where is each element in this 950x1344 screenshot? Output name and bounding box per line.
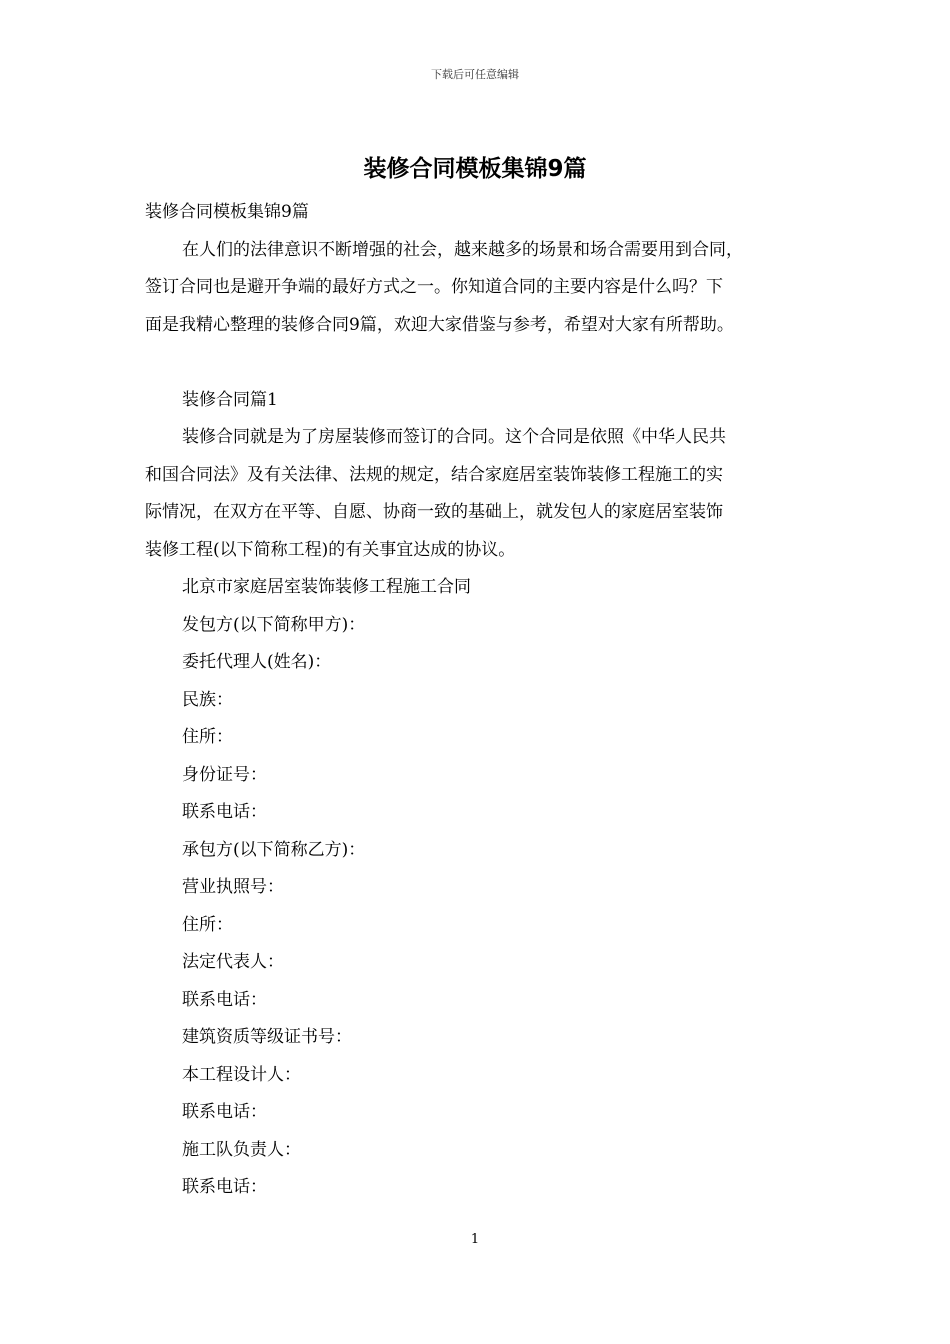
intro-line-3: 面是我精心整理的装修合同9篇，欢迎大家借鉴与参考，希望对大家有所帮助。: [145, 314, 734, 335]
intro-line-2: 签订合同也是避开争端的最好方式之一。你知道合同的主要内容是什么吗？下: [145, 277, 723, 297]
field-id-number: 身份证号：: [182, 764, 267, 785]
field-ethnicity: 民族：: [182, 689, 233, 710]
section-heading: 装修合同篇1: [182, 389, 278, 410]
field-employer: 发包方(以下简称甲方)：: [182, 614, 366, 635]
intro-line-1: 在人们的法律意识不断增强的社会，越来越多的场景和场合需要用到合同，: [182, 239, 743, 260]
field-crew-leader: 施工队负责人：: [182, 1139, 301, 1160]
document-title: 装修合同模板集锦9篇: [363, 156, 587, 182]
field-crew-leader-phone: 联系电话：: [182, 1177, 267, 1197]
field-residence: 住所：: [182, 727, 233, 747]
field-legal-representative: 法定代表人：: [182, 952, 284, 972]
field-phone: 联系电话：: [182, 802, 267, 822]
contract-name: 北京市家庭居室装饰装修工程施工合同: [182, 577, 471, 597]
field-contractor-phone: 联系电话：: [182, 989, 267, 1010]
section-para-line-4: 装修工程(以下简称工程)的有关事宜达成的协议。: [145, 539, 516, 560]
field-license-number: 营业执照号：: [182, 877, 284, 897]
section-para-line-3: 际情况，在双方在平等、自愿、协商一致的基础上，就发包人的家庭居室装饰: [145, 502, 723, 522]
field-contractor: 承包方(以下简称乙方)：: [182, 839, 366, 860]
subtitle: 装修合同模板集锦9篇: [145, 202, 309, 222]
field-contractor-residence: 住所：: [182, 914, 233, 935]
header-note: 下载后可任意编辑: [431, 68, 519, 81]
section-para-line-2: 和国合同法》及有关法律、法规的规定，结合家庭居室装饰装修工程施工的实: [145, 464, 723, 485]
field-designer: 本工程设计人：: [182, 1064, 301, 1085]
page-number: 1: [470, 1232, 480, 1247]
document-body: [145, 194, 815, 1207]
blank-line: [145, 344, 815, 382]
field-qualification-cert: 建筑资质等级证书号：: [182, 1027, 352, 1047]
field-agent-name: 委托代理人(姓名)：: [182, 652, 332, 672]
section-para-line-1: 装修合同就是为了房屋装修而签订的合同。这个合同是依照《中华人民共: [182, 427, 726, 447]
field-designer-phone: 联系电话：: [182, 1102, 267, 1122]
